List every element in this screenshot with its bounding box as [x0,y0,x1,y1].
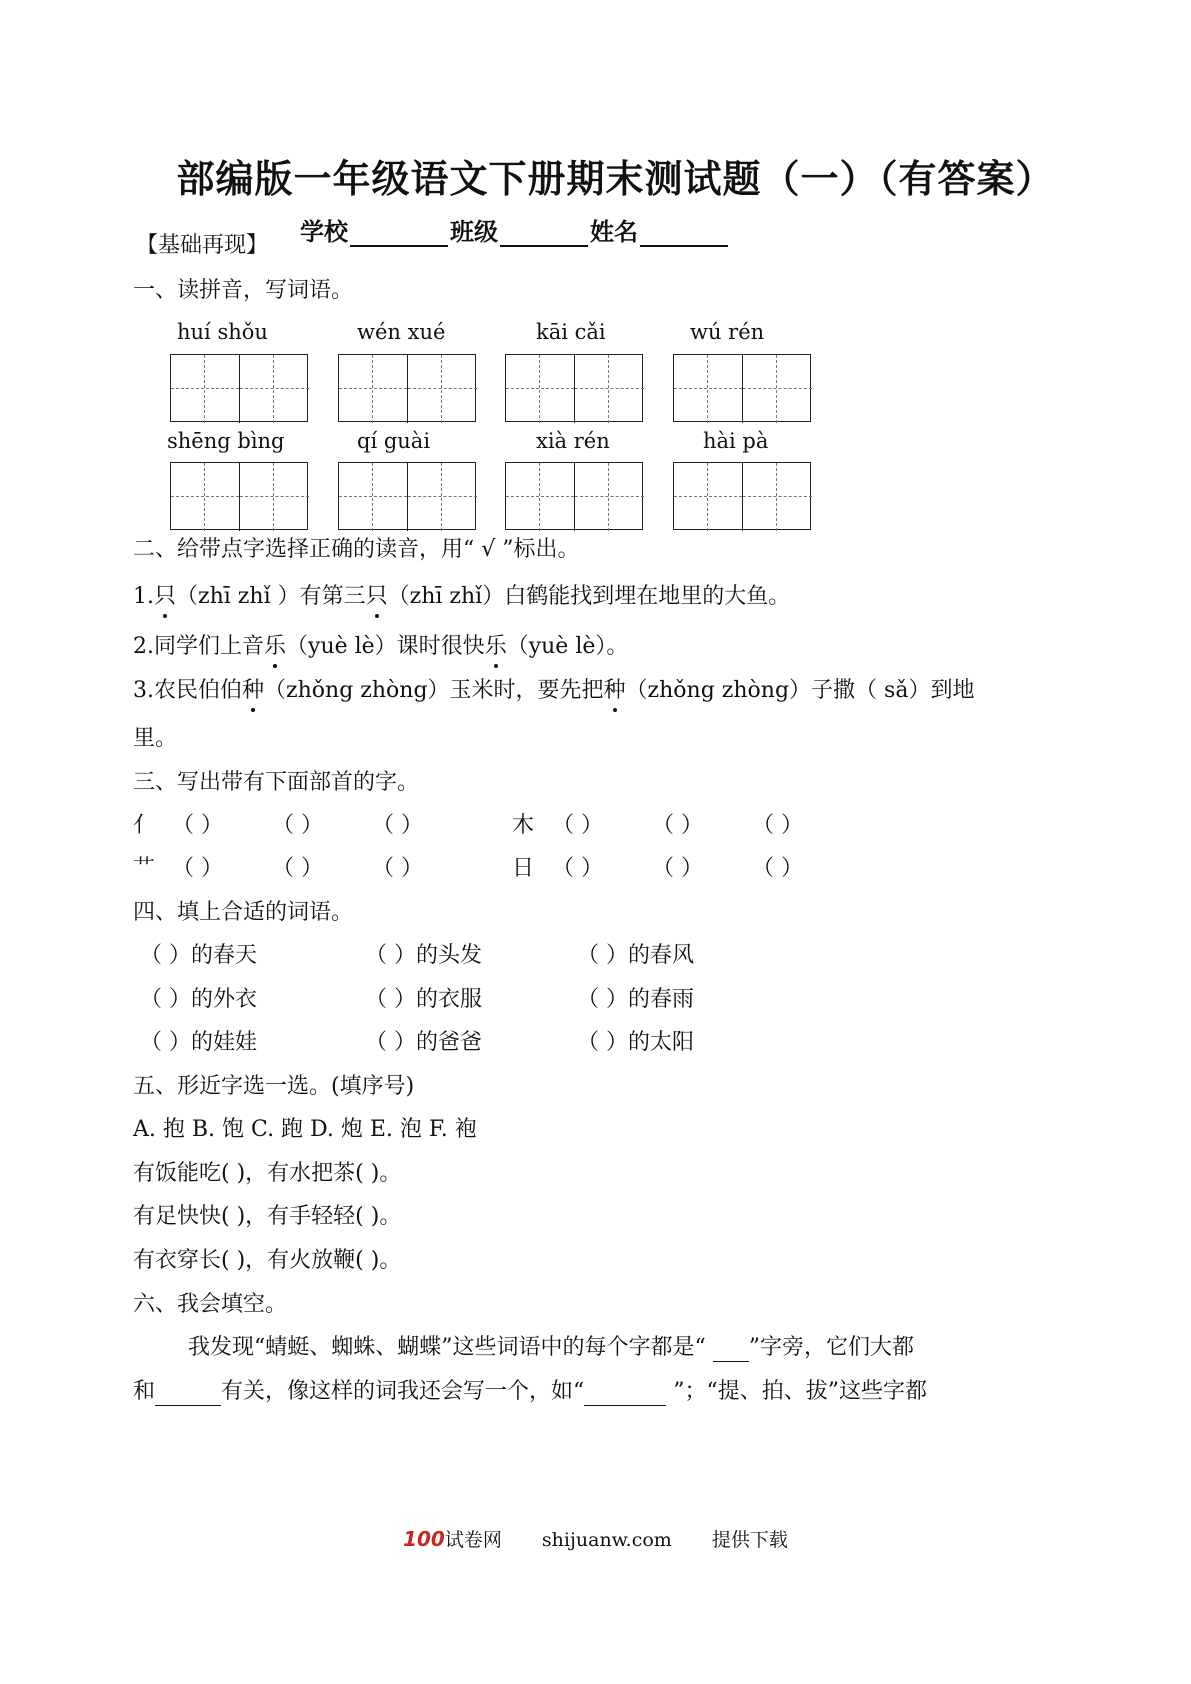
q2-line-3-options[interactable]: （zhǒng zhòng）玉米时，要先把 [264,678,604,703]
q6-blank-radical[interactable] [713,1339,749,1362]
q1-writing-grid-3[interactable] [505,354,643,422]
q1-pinyin-5: shēng bìng [167,429,285,453]
q4-item[interactable]: （ ）的太阳 [577,1030,694,1055]
q3-blank[interactable]: （ ） [552,856,603,881]
site-url[interactable]: shijuanw.com [541,1529,672,1551]
q5-row[interactable]: 有饭能吃( )，有水把茶( )。 [133,1161,402,1186]
class-blank[interactable] [500,223,588,247]
q1-writing-grid-1[interactable] [170,354,308,422]
q4-item[interactable]: （ ）的衣服 [365,987,482,1012]
q1-pinyin-4: wú rén [690,320,765,344]
q5-row[interactable]: 有衣穿长( )，有火放鞭( )。 [133,1248,402,1273]
q3-radical-4: 日 [512,856,535,881]
q1-writing-grid-8[interactable] [673,462,811,530]
q3-blank[interactable]: （ ） [652,813,703,838]
q4-item[interactable]: （ ）的头发 [365,943,482,968]
q3-blank[interactable]: （ ） [272,813,323,838]
q6-paragraph-line-2 [133,1378,927,1406]
section-basic-heading: 【基础再现】 [136,233,269,258]
q2-line-2-text: 2.同学们上音 [133,634,264,659]
q3-blank[interactable]: （ ） [172,813,223,838]
q1-pinyin-8: hài pà [703,429,769,453]
q2-line-2-options[interactable]: （yuè lè）。 [506,634,629,659]
q2-line-3-text: 3.农民伯伯 [133,678,242,703]
q1-writing-grid-2[interactable] [338,354,476,422]
q1-pinyin-1: huí shǒu [177,320,268,344]
q4-item[interactable]: （ ）的外衣 [140,987,257,1012]
q5-options: A. 抱 B. 饱 C. 跑 D. 炮 E. 泡 F. 袍 [133,1117,477,1142]
q2-heading: 二、给带点字选择正确的读音，用“ √ ”标出。 [133,537,580,562]
q2-line-1 [133,583,790,611]
q4-heading: 四、填上合适的词语。 [133,900,354,925]
q6-text: 我发现“蜻蜓、蜘蛛、蝴蝶”这些词语中的每个字都是“ [188,1335,713,1360]
q1-writing-grid-5[interactable] [170,462,308,530]
q2-line-1-options[interactable]: （zhī zhǐ）白鹤能找到埋在地里的大鱼。 [387,584,791,609]
q6-text: 和 [133,1379,156,1404]
class-label: 班级 [450,218,498,246]
q1-pinyin-6: qí guài [357,429,431,453]
q1-pinyin-3: kāi cǎi [536,320,606,344]
q6-text: ”；“提、拍、拔”这些字都 [666,1379,928,1404]
dotted-char: 乐 [264,634,287,659]
q1-writing-grid-4[interactable] [673,354,811,422]
q4-item[interactable]: （ ）的春风 [577,943,694,968]
q1-writing-grid-7[interactable] [505,462,643,530]
q3-radical-3: 艹 [133,856,156,881]
q3-blank[interactable]: （ ） [752,856,803,881]
q6-blank-topic[interactable] [155,1383,221,1406]
q4-item[interactable]: （ ）的娃娃 [140,1030,257,1055]
q1-pinyin-7: xià rén [536,429,610,453]
q4-item[interactable]: （ ）的爸爸 [365,1030,482,1055]
dotted-char: 种 [242,678,265,703]
name-label: 姓名 [590,218,638,246]
q3-heading: 三、写出带有下面部首的字。 [133,770,420,795]
dotted-char: 只 [365,584,388,609]
dotted-char: 乐 [484,634,507,659]
name-blank[interactable] [640,223,728,247]
q2-line-1-options[interactable]: （zhī zhǐ ）有第三 [176,584,366,609]
q4-item[interactable]: （ ）的春天 [140,943,257,968]
dotted-char: 只 [154,584,177,609]
q3-blank[interactable]: （ ） [372,813,423,838]
student-info-line [300,212,730,247]
q4-item[interactable]: （ ）的春雨 [577,987,694,1012]
q3-blank[interactable]: （ ） [172,856,223,881]
q3-blank[interactable]: （ ） [372,856,423,881]
page-footer [0,1525,1191,1552]
q3-blank[interactable]: （ ） [552,813,603,838]
q2-line-3-continued: 里。 [133,726,178,751]
q6-heading: 六、我会填空。 [133,1292,288,1317]
download-note: 提供下载 [711,1529,788,1551]
q2-line-3 [133,677,974,705]
site-logo: 100 [403,1527,445,1551]
site-name: 试卷网 [444,1529,502,1551]
q1-pinyin-2: wén xué [357,320,446,344]
q3-radical-1: 亻 [133,813,156,838]
q3-blank[interactable]: （ ） [272,856,323,881]
q6-text: 有关，像这样的词我还会写一个，如“ [221,1379,585,1404]
q1-writing-grid-6[interactable] [338,462,476,530]
q5-heading: 五、形近字选一选。(填序号) [133,1074,415,1099]
q5-row[interactable]: 有足快快( )，有手轻轻( )。 [133,1204,402,1229]
q3-blank[interactable]: （ ） [652,856,703,881]
school-label: 学校 [300,218,348,246]
q6-blank-example[interactable] [584,1383,666,1406]
q1-heading: 一、读拼音，写词语。 [133,278,354,303]
q3-blank[interactable]: （ ） [752,813,803,838]
school-blank[interactable] [350,223,448,247]
q6-paragraph-line-1 [188,1334,914,1362]
q2-line-2-options[interactable]: （yuè lè）课时很快 [286,634,485,659]
q2-line-2 [133,633,628,661]
page-title: 部编版一年级语文下册期末测试题（一）（有答案） [176,157,1055,201]
q2-line-3-options[interactable]: （zhǒng zhòng）子撒（ sǎ）到地 [625,678,975,703]
dotted-char: 种 [603,678,626,703]
q6-text: ”字旁，它们大都 [748,1335,914,1360]
q2-line-1-text: 1. [133,584,154,609]
q3-radical-2: 木 [512,813,535,838]
